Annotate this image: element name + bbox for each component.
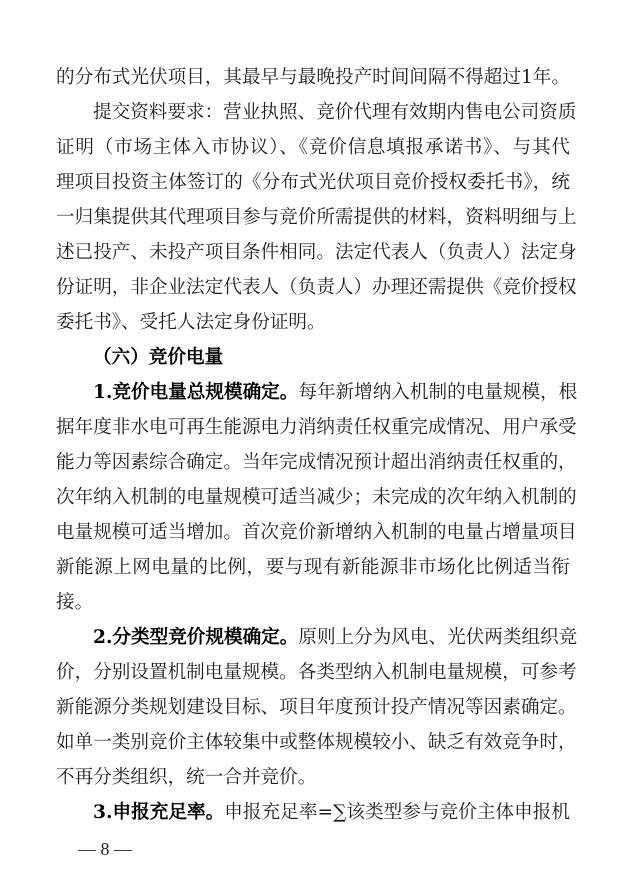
- item-title: 3.申报充足率。: [93, 802, 225, 823]
- paragraph-line: [93, 378, 578, 408]
- item-title: 1.竞价电量总规模确定。: [93, 382, 299, 403]
- paragraph-line: 价，分别设置机制电量规模。各类型纳入机制电量规模，可参考: [56, 662, 577, 683]
- paragraph-line: 理项目投资主体签订的《分布式光伏项目竞价授权委托书》，统: [56, 172, 570, 193]
- paragraph-line: 不再分类组织，统一合并竞价。: [56, 767, 317, 788]
- paragraph-line: 接。: [56, 592, 94, 613]
- item-text: 每年新增纳入机制的电量规模，根: [298, 382, 578, 403]
- item-text: 原则上分为风电、光伏两类组织竞: [298, 627, 578, 648]
- paragraph-line: 新能源上网电量的比例，要与现有新能源非市场化比例适当衔: [56, 557, 570, 578]
- paragraph-line: 电量规模可适当增加。首次竞价新增纳入机制的电量占增量项目: [56, 522, 577, 543]
- paragraph-line: [93, 623, 578, 653]
- paragraph-line: 的分布式光伏项目，其最早与最晚投产时间间隔不得超过1年。: [56, 67, 570, 88]
- paragraph-line: 能力等因素综合确定。当年完成情况预计超出消纳责任权重的，: [56, 452, 577, 473]
- paragraph-line: 证明（市场主体入市协议）、《竞价信息填报承诺书》、与其代: [56, 137, 570, 158]
- paragraph-line: 如单一类别竞价主体较集中或整体规模较小、缺乏有效竞争时，: [56, 732, 577, 753]
- section-heading: （六）竞价电量: [93, 347, 224, 368]
- paragraph-line: 委托书》、受托人法定身份证明。: [56, 312, 326, 333]
- paragraph-line: 述已投产、未投产项目条件相同。法定代表人（负责人）法定身: [56, 242, 577, 263]
- paragraph-line: 新能源分类规划建设目标、项目年度预计投产情况等因素确定。: [56, 697, 577, 718]
- item-title: 2.分类型竞价规模确定。: [93, 627, 299, 648]
- item-text: 申报充足率=∑该类型参与竞价主体申报机: [224, 802, 570, 823]
- paragraph-line: [93, 798, 570, 828]
- page-number: — 8 —: [78, 839, 132, 859]
- paragraph-line: 提交资料要求：营业执照、竞价代理有效期内售电公司资质: [93, 102, 577, 123]
- paragraph-line: 一归集提供其代理项目参与竞价所需提供的材料，资料明细与上: [56, 207, 577, 228]
- paragraph-line: 次年纳入机制的电量规模可适当减少；未完成的次年纳入机制的: [56, 487, 577, 508]
- paragraph-line: 据年度非水电可再生能源电力消纳责任权重完成情况、用户承受: [56, 417, 577, 438]
- paragraph-line: 份证明，非企业法定代表人（负责人）办理还需提供《竞价授权: [56, 277, 577, 298]
